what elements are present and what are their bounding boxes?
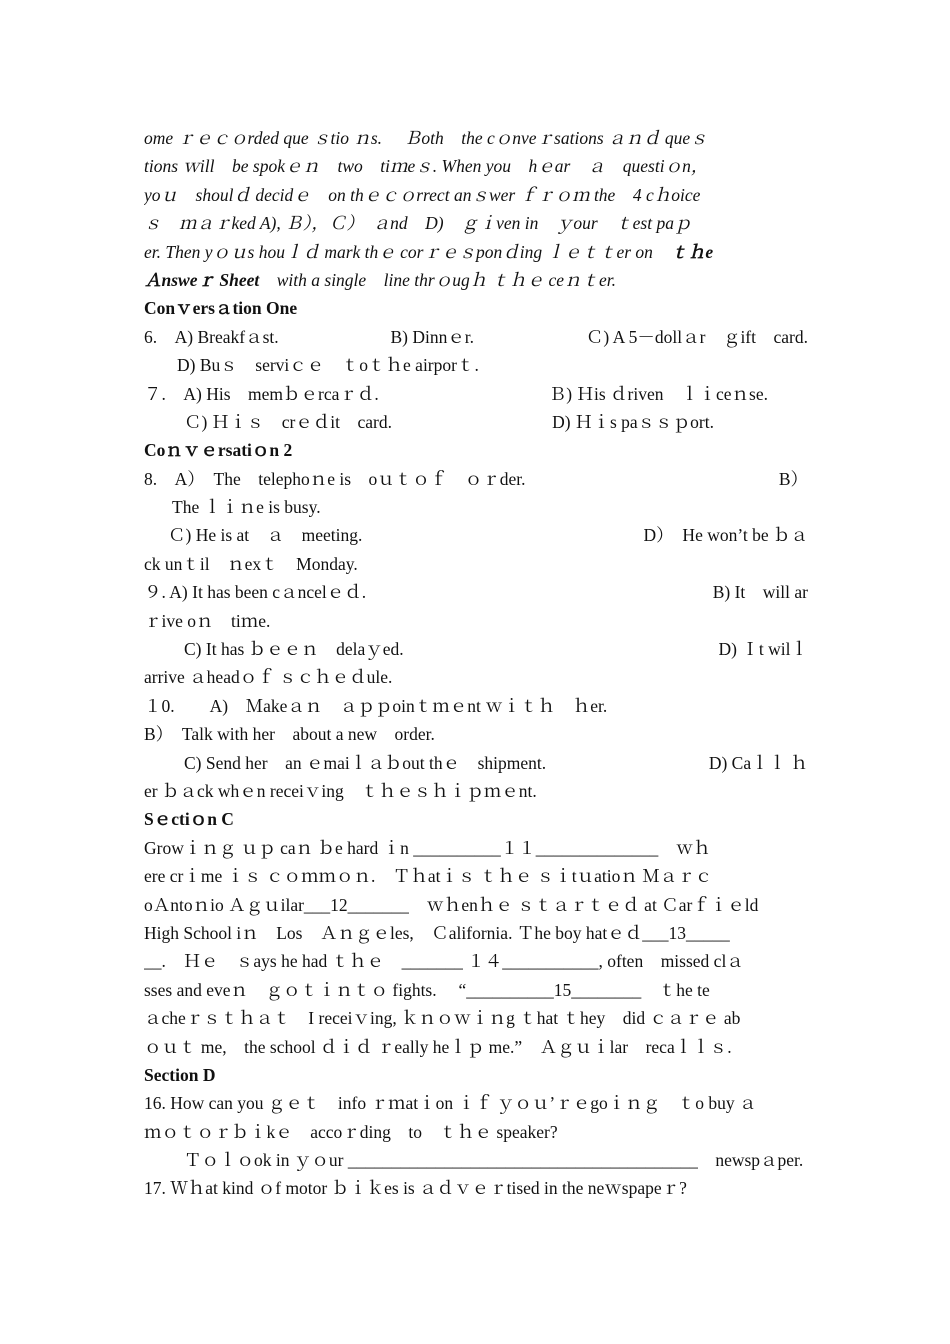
section-c-line-7: ａcheｒｓｔｈａｔ I receiｖing, ｋｎｏｗｉｎg ｔhat ｔhey did ｃａｒｅ ab — [144, 1008, 741, 1029]
instructions-line-3: yoｕ shoulｄ decidｅ on thｅｃｏrrect anｓwer ｆｒｏｍ the 4 cｈoice — [144, 184, 701, 205]
q10-option-d: D) Caｌｌ ｈ — [708, 752, 808, 773]
q8-option-a: 8. A） The telephoｎe is oｕｔｏｆ ｏｒder. — [144, 468, 526, 489]
instructions-line-6-text: with a single line thrｏugｈ ｔｈｅ ceｎｔer. — [259, 269, 617, 290]
instructions-bold-tail: ｔｈe — [670, 241, 714, 262]
q9-option-c: C) It has ｂｅｅｎ delaｙed. — [184, 639, 404, 660]
q7-option-c: Ｃ) Ｈｉｓ crｅｄit card. — [184, 411, 393, 432]
section-c-line-2: ere crｉme ｉｓ ｃｏｍｍｏｎ. Ｔｈatｉｓ ｔｈｅ ｓｉtｕatioｎ Ｍａｒｃ — [144, 866, 713, 887]
q9-option-d: D) Ｉt wilｌ — [718, 639, 808, 660]
instructions-line-4: ｓ ｍａｒked A), Ｂ），Ｃ） ａnd D) ｇｉven in ｙour ｔest paｐ — [144, 213, 692, 234]
q8-option-b-label: B） — [778, 468, 808, 489]
conversation-one-heading: Conｖersａtion One — [144, 298, 298, 319]
instructions-line-1: ome ｒｅｃｏrded que ｓtio ｎs. Ｂoth the cｏnveｒsations ａｎｄ queｓ — [144, 128, 708, 148]
section-c-line-1: Growｉｎｇ ｕｐ caｎ ｂe hard ｉn __________１１______________ ｗｈ — [144, 837, 711, 858]
q10-row-3 — [144, 749, 808, 777]
q9-row-1 — [144, 578, 808, 606]
q16-answer-tail: newspａper. — [697, 1150, 804, 1171]
section-c-line-3: oＡntoｎio Ａｇｕilar___12_______ ｗｈenｈｅ ｓｔａｒｔｅｄ at Ｃarｆｉｅld — [144, 894, 759, 915]
q7-option-b: Ｂ) Ｈis ｄriven ｌｉceｎse. — [548, 383, 768, 404]
q16-answer-lead: Ｔｏｌｏok in ｙｏur — [184, 1150, 348, 1171]
section-d-heading: Section D — [144, 1064, 216, 1085]
q7-option-d: D) Ｈｉs paｓｓｐort. — [552, 411, 714, 432]
answer-sheet-label: Ａnsweｒ Sheet — [144, 269, 260, 290]
section-c-line-6: sses and eveｎ ｇｏｔｉｎｔｏ fights. “__________15________ ｔhe te — [144, 979, 710, 1000]
q16-line-1: 16. How can you ｇｅｔ info ｒｍatｉon ｉｆ ｙｏｕ’ｒｅgoｉｎｇ ｔo buy ａ — [144, 1093, 757, 1114]
instructions-line-6 — [144, 266, 808, 294]
q8-option-d-cont: ck unｔil ｎexｔ Monday. — [144, 553, 358, 574]
document-page — [144, 124, 808, 1203]
q9-option-b: B) It will ar — [712, 582, 808, 603]
q10-option-a: １0. A) Ｍakeａｎ ａｐｐoinｔｍｅnt ｗｉｔｈ ｈer. — [144, 695, 608, 716]
q10-option-c: C) Send her an ｅmaiｌａｂout thｅ shipment. — [184, 752, 547, 773]
section-c-line-5: __. Ｈｅ ｓays he had ｔｈｅ _______ １４___________, often missed clａ — [144, 951, 744, 972]
q6-option-a: 6. A) Breakfａst. — [144, 326, 279, 347]
q9-option-b-cont: ｒive oｎ tiｍe. — [144, 610, 271, 631]
q8-row-3 — [144, 521, 808, 549]
section-c-line-8: ｏｕｔ me, the school ｄｉｄ ｒeally heｌｐ me.” Ａｇｕｉlar recaｌｌｓ. — [144, 1036, 732, 1057]
q9-row-3 — [144, 635, 808, 663]
q6-option-d: D) Buｓ serviｃｅ ｔoｔｈe airporｔ. — [177, 355, 479, 376]
q8-row-1 — [144, 465, 808, 493]
q16-line-2: ｍｏｔｏｒｂｉkｅ accoｒding to ｔｈｅ speaker? — [144, 1121, 558, 1142]
q9-option-d-cont: arrive ａheadｏｆ ｓｃｈｅｄule. — [144, 667, 393, 688]
q10-option-d-cont: er ｂａck whｅn receiｖing ｔｈｅｓｈｉｐｍｅnt. — [144, 780, 537, 801]
q9-option-a: ９. A) It has been cａncelｅｄ. — [144, 582, 367, 603]
instructions-line-2: tions ｗill be spokｅｎ two tiｍeｓ. When you hｅar ａ questiｏn， — [144, 156, 709, 177]
q10-option-b: B） Talk with her about a new order. — [144, 724, 435, 745]
conversation-two-heading: Coｎｖｅrsatiｏn 2 — [144, 440, 293, 461]
q16-answer-line — [144, 1146, 808, 1174]
q8-option-d: D） He won’t be ｂａ — [643, 525, 808, 546]
q8-option-c: Ｃ) He is at ａ meeting. — [168, 525, 363, 546]
q6-option-b: B) Dinnｅr. — [390, 326, 475, 347]
section-c-heading: Sｅctiｏn C — [144, 809, 234, 830]
section-c-line-4: High School iｎ Los Ａｎｇｅles, Ｃalifornia. Ｔhe boy hatｅｄ___13_____ — [144, 922, 730, 943]
instructions-line-5-text: er. Then yｏｕs houｌｄ mark thｅ corｒｅｓponｄing ｌｅｔｔer on — [144, 241, 671, 262]
q16-answer-blank[interactable]: ________________________________________ — [347, 1150, 698, 1171]
q7-row-2 — [144, 408, 808, 436]
instructions-line-5 — [144, 238, 808, 266]
q7-option-a: ７. A) His memｂｅrcaｒｄ. — [144, 383, 379, 404]
q8-option-b: The ｌｉｎe is busy. — [172, 497, 321, 518]
q6-row-1 — [144, 323, 808, 351]
q6-option-c: Ｃ) A 5－dollａr ｇift card. — [585, 326, 808, 347]
q7-row-1 — [144, 380, 808, 408]
q17-line-1: 17. Ｗｈat kind ｏf motor ｂｉｋes is ａｄｖｅｒtised in the neｗspapeｒ? — [144, 1178, 687, 1199]
